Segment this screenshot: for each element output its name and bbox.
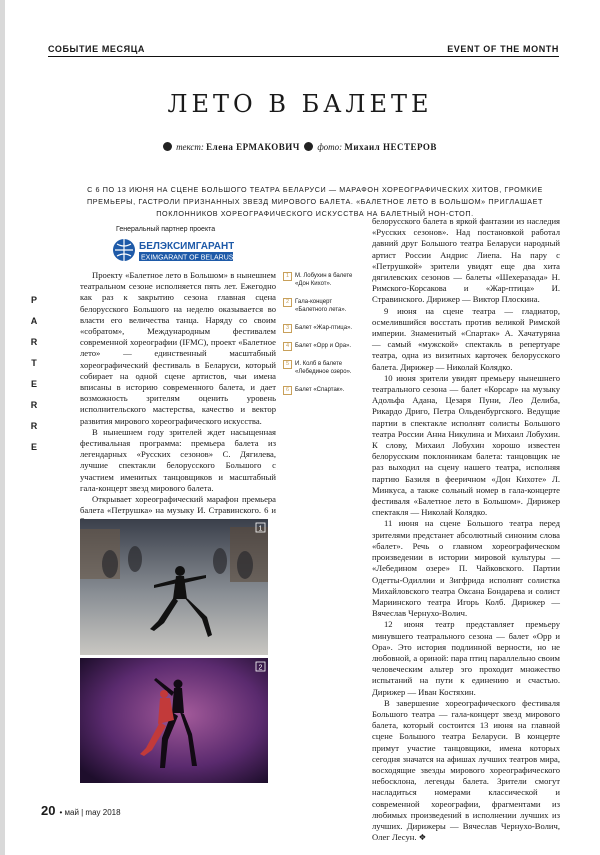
paragraph: В завершение хореографического фестиваля Большого театра — гала-концерт звезд мирового балета, который состоится 13 июня на главной сцене Большого театра Беларуси. В концерте примут участие танцовщики, имена которых сегодня значатся на афишах лучших театров мира, восходящие звезды мирового хореографического небосклона, легенды балета. Зрители смогут насладиться номерами классической и современной хореографии, фрагментами из любимых произведений в исполнении лучших из лучших. Дирижеры — Вячеслав Чернухо-Волич, Олег Лесун. ❖: [372, 697, 560, 843]
side-letter: E: [30, 442, 37, 452]
partner-logo: [112, 236, 234, 264]
caption-number: 6: [283, 386, 292, 395]
side-letter: R: [30, 400, 38, 410]
issue-date: • май | may 2018: [59, 808, 121, 817]
photo-don-quixote: [80, 519, 268, 655]
caption-item: [283, 298, 355, 314]
paragraph: 11 июня на сцене Большого театра перед зрителями предстанет абсолютный синоним слова «балет». Речь о главном хореографическом произведении в истории мировой культуры — «Лебедином озере» П. Чайковского. Партии Одетты-Одиллии и Зигфрида исполнят солистка Михайловского театра Оксана Бондарева и солист Мариинского театра Игорь Колб. Дирижер — Вячеслав Чернухо-Волич.: [372, 518, 560, 619]
paragraph: 12 июня театр представляет премьеру минувшего театрального сезона — балет «Орр и Ора». Это история подлинной верности, но не любовной, а ориной: пара птиц параллельно своим человеческим альтер эго проходит множество испытаний на пути к единению и счастью. Дирижер — Иван Костяхин.: [372, 619, 560, 697]
photo-number-2: 2: [258, 664, 263, 672]
caption-text: Балет «Спартак».: [295, 387, 345, 393]
partner-label: Генеральный партнер проекта: [116, 226, 216, 233]
section-label-en: EVENT OF THE MONTH: [447, 44, 559, 54]
paragraph: В нынешнем году зрителей ждет насыщенная фестивальная программа: премьера балета из легендарных «Русских сезонов» С. Дягилева, лучшие спектакли белорусского Большого с участием именитых танцовщиков и масштабный гала-концерт звезд мирового балета.: [80, 426, 276, 493]
caption-number: 1: [283, 272, 292, 281]
column-1: [80, 270, 276, 528]
caption-item: [283, 386, 355, 394]
side-letter: T: [31, 358, 37, 368]
article-title: ЛЕТО В БАЛЕТЕ: [167, 90, 433, 118]
caption-text: М. Лобухин в балете «Дон Кихот».: [295, 273, 353, 287]
caption-number: 3: [283, 324, 292, 333]
caption-item: [283, 324, 355, 332]
text-icon: [163, 142, 172, 151]
text-author: Елена ЕРМАКОВИЧ: [206, 142, 300, 152]
caption-text: И. Колб в балете «Лебединое озеро».: [295, 361, 352, 375]
side-band: [0, 0, 5, 855]
column-3: [372, 216, 560, 843]
caption-text: Балет «Орр и Ора».: [295, 343, 352, 349]
paragraph: 9 июня на сцене театра — гладиатор, осмелившийся восстать против великой Римской империи. Знаменитый «Спартак» А. Хачатуряна — самый «мужской» спектакль в репертуаре театра, одна из визитных карточек белорусского балета. Дирижер — Николай Колядко.: [372, 305, 560, 372]
photo-number-1: 1: [258, 525, 263, 533]
header-rule: [48, 56, 559, 57]
section-label: СОБЫТИЕ МЕСЯЦА: [48, 44, 145, 54]
photo-label: фото:: [317, 142, 343, 152]
paragraph: Проекту «Балетное лето в Большом» в нынешнем театральном сезоне исполняется пять лет. Ежегодно как раз к закрытию сезона главная сцена белорусского Большого на неделю оказывается во власти его величества танца. Наряду со своим «собратом», Международным фестивалем современной хореографии (IFMC), проект «Балетное лето» — единственный масштабный хореографический фестиваль в Беларуси, который собирает на одной сцене артистов, чьи имена вписаны в историю современного балета, и дает возможность зрителям оценить уровень исполнительского мастерства, качество и вектор развития мирового хореографического искусства.: [80, 270, 276, 426]
paragraph: белорусского балета в яркой фантазии из наследия «Русских сезонов». Над постановкой работал давний друг Большого театра Беларуси народный артист России Андрис Лиепа. На пару с «Петрушкой» зрители увидят еще два хита дягилевских сезонов — балеты «Шехеразада» Н. Римского-Корсакова и «Жар-птица» И. Стравинского. Дирижер — Виктор Плоскина.: [372, 216, 560, 305]
photo-captions: [283, 272, 355, 404]
page-number: 20: [41, 803, 56, 818]
logo-line2: EXIMGARANT OF BELARUS: [141, 254, 234, 262]
caption-item: [283, 360, 355, 376]
caption-item: [283, 342, 355, 350]
photo-gala: [80, 658, 268, 783]
side-letter: R: [30, 337, 38, 347]
paragraph: Открывает хореографический марафон премьера балета «Петрушка» на музыку И. Стравинского. 6 и: [80, 494, 276, 516]
credits: [0, 142, 600, 152]
side-letter: R: [30, 421, 38, 431]
caption-text: Балет «Жар-птица».: [295, 325, 353, 331]
side-label: [29, 290, 39, 458]
paragraph: 10 июня зрители увидят премьеру нынешнего театрального сезона — балет «Корсар» на музыку Адольфа Адана, Цезаря Пуни, Лео Делиба, Рикардо Дриго, Петра Ольденбургского. Ведущие партии в спектакле исполнят солисты Большого театра России Анна Никулина и Михаил Лобухин. К слову, Михаил Лобухин хорошо известен белорусским поклонникам балета: танцовщик не раз выходил на сцену нашего театра, исполняя партию Базиля в фееричном «Дон Кихоте» Л. Минкуса, а также сольный номер в гала-концерте фестиваля «Балетное лето в Большом». Дирижер спектакля — Николай Колядко.: [372, 372, 560, 518]
caption-number: 4: [283, 342, 292, 351]
photo-author: Михаил НЕСТЕРОВ: [344, 142, 437, 152]
side-letter: E: [30, 379, 37, 389]
caption-number: 5: [283, 360, 292, 369]
caption-text: Гала-концерт «Балетного лета».: [295, 299, 347, 313]
camera-icon: [304, 142, 313, 151]
lead-paragraph: С 6 ПО 13 ИЮНЯ НА СЦЕНЕ БОЛЬШОГО ТЕАТРА БЕЛАРУСИ — МАРАФОН ХОРЕОГРАФИЧЕСКИХ ХИТОВ, ГРОМКИЕ ПРЕМЬЕРЫ, ГАСТРОЛИ ПРИЗНАННЫХ ЗВЕЗД МИРОВОГО БАЛЕТА. «БАЛЕТНОЕ ЛЕТО В БОЛЬШОМ» ПРИГЛАШАЕТ ПОКЛОННИКОВ ХОРЕОГРАФИЧЕСКОГО ИСКУССТВА НА БАЛЕТНЫЙ НОН-СТОП.: [86, 185, 544, 218]
text-label: текст:: [176, 142, 204, 152]
caption-item: [283, 272, 355, 288]
side-letter: A: [30, 316, 38, 326]
caption-number: 2: [283, 298, 292, 307]
footer: [41, 803, 121, 818]
side-letter: P: [30, 295, 37, 305]
logo-line1: БЕЛЭКСИМГАРАНТ: [139, 241, 234, 252]
